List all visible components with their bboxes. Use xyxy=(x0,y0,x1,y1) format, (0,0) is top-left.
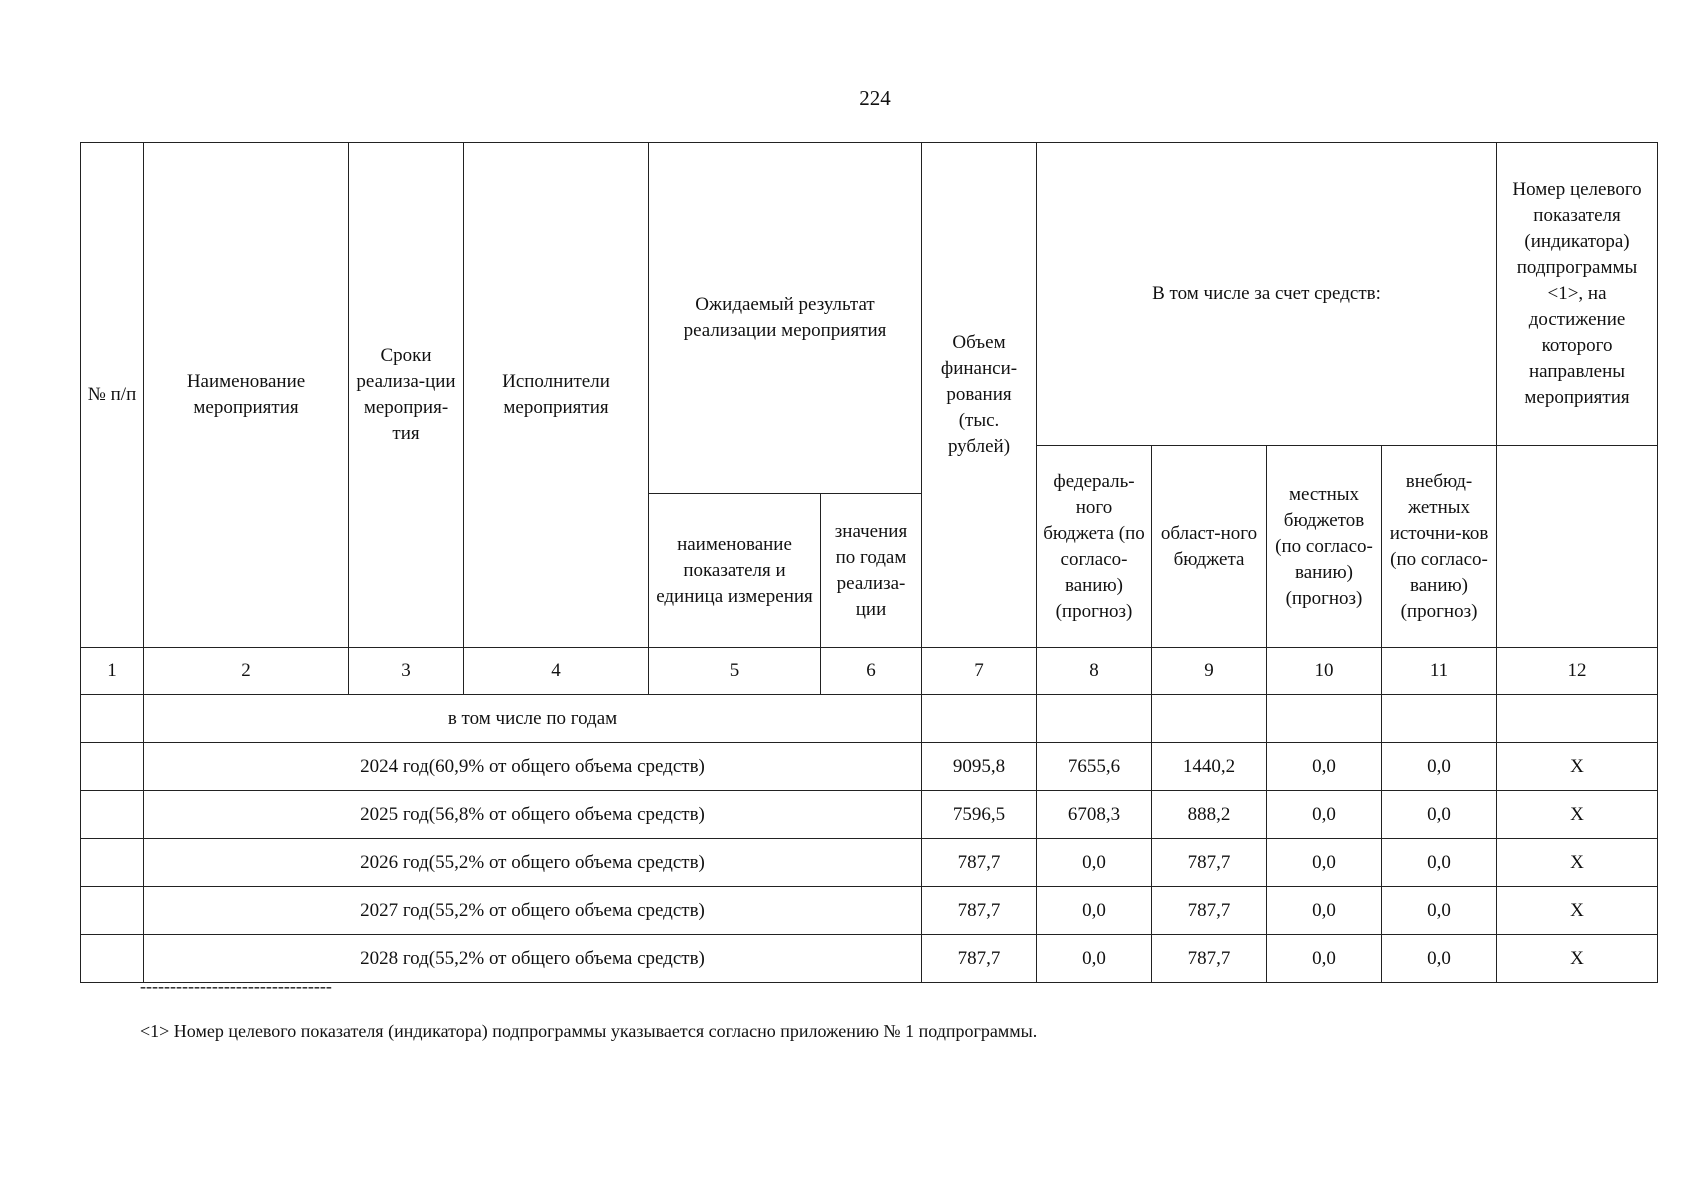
section-row xyxy=(81,695,1658,743)
row-total: 787,7 xyxy=(922,935,1037,983)
row-indicator: X xyxy=(1497,839,1658,887)
header-timeline: Сроки реализа-ции мероприя-тия xyxy=(349,143,464,648)
row-year-label: 2025 год(56,8% от общего объема средств) xyxy=(144,791,922,839)
column-number: 1 xyxy=(81,648,144,695)
funding-table xyxy=(80,142,1658,983)
row-year-label: 2027 год(55,2% от общего объема средств) xyxy=(144,887,922,935)
table-row xyxy=(81,887,1658,935)
row-federal: 0,0 xyxy=(1037,887,1152,935)
footnote-separator: -------------------------------- xyxy=(140,976,332,996)
row-local: 0,0 xyxy=(1267,743,1382,791)
row-federal: 7655,6 xyxy=(1037,743,1152,791)
column-number: 8 xyxy=(1037,648,1152,695)
row-indicator: X xyxy=(1497,887,1658,935)
header-indicator-number: Номер целевого показателя (индикатора) подпрограммы <1>, на достижение которого направлены мероприятия xyxy=(1497,143,1658,446)
row-total: 787,7 xyxy=(922,839,1037,887)
row-extra: 0,0 xyxy=(1382,935,1497,983)
table-row xyxy=(81,791,1658,839)
row-regional: 1440,2 xyxy=(1152,743,1267,791)
header-yearly-values: значения по годам реализа-ции xyxy=(821,494,922,648)
header-expected-result: Ожидаемый результат реализации мероприятия xyxy=(649,143,922,494)
header-funding-volume: Объем финанси-рования (тыс. рублей) xyxy=(922,143,1037,648)
section-label: в том числе по годам xyxy=(144,695,922,743)
row-indicator: X xyxy=(1497,743,1658,791)
row-local: 0,0 xyxy=(1267,887,1382,935)
row-federal: 0,0 xyxy=(1037,935,1152,983)
row-total: 7596,5 xyxy=(922,791,1037,839)
row-extra: 0,0 xyxy=(1382,887,1497,935)
row-extra: 0,0 xyxy=(1382,743,1497,791)
row-local: 0,0 xyxy=(1267,935,1382,983)
column-number: 10 xyxy=(1267,648,1382,695)
row-local: 0,0 xyxy=(1267,791,1382,839)
row-regional: 787,7 xyxy=(1152,935,1267,983)
column-number: 12 xyxy=(1497,648,1658,695)
header-extrabudgetary: внебюд-жетных источни-ков (по согласо-ванию) (прогноз) xyxy=(1382,446,1497,648)
header-regional-budget: област-ного бюджета xyxy=(1152,446,1267,648)
column-number: 9 xyxy=(1152,648,1267,695)
header-local-budgets: местных бюджетов (по согласо-ванию) (прогноз) xyxy=(1267,446,1382,648)
header-funding-sources: В том числе за счет средств: xyxy=(1037,143,1497,446)
table-row xyxy=(81,839,1658,887)
row-indicator: X xyxy=(1497,935,1658,983)
column-number: 5 xyxy=(649,648,821,695)
row-regional: 787,7 xyxy=(1152,839,1267,887)
column-numbers-row xyxy=(81,648,1658,695)
row-year-label: 2026 год(55,2% от общего объема средств) xyxy=(144,839,922,887)
header-indicator-name: наименование показателя и единица измерения xyxy=(649,494,821,648)
column-number: 6 xyxy=(821,648,922,695)
row-regional: 888,2 xyxy=(1152,791,1267,839)
column-number: 4 xyxy=(464,648,649,695)
row-extra: 0,0 xyxy=(1382,839,1497,887)
row-extra: 0,0 xyxy=(1382,791,1497,839)
row-regional: 787,7 xyxy=(1152,887,1267,935)
row-local: 0,0 xyxy=(1267,839,1382,887)
row-year-label: 2024 год(60,9% от общего объема средств) xyxy=(144,743,922,791)
column-number: 7 xyxy=(922,648,1037,695)
header-activity-name: Наименование мероприятия xyxy=(144,143,349,648)
header-number: № п/п xyxy=(81,143,144,648)
header-indicator-empty xyxy=(1497,446,1658,648)
row-total: 787,7 xyxy=(922,887,1037,935)
footnote: <1> Номер целевого показателя (индикатора) подпрограммы указывается согласно приложению № 1 подпрограммы. xyxy=(140,1021,1038,1041)
row-total: 9095,8 xyxy=(922,743,1037,791)
column-number: 2 xyxy=(144,648,349,695)
header-federal-budget: федераль-ного бюджета (по согласо-ванию) (прогноз) xyxy=(1037,446,1152,648)
row-federal: 6708,3 xyxy=(1037,791,1152,839)
row-year-label: 2028 год(55,2% от общего объема средств) xyxy=(144,935,922,983)
table-row xyxy=(81,743,1658,791)
page-number: 224 xyxy=(859,86,891,110)
column-number: 11 xyxy=(1382,648,1497,695)
row-federal: 0,0 xyxy=(1037,839,1152,887)
header-executors: Исполнители мероприятия xyxy=(464,143,649,648)
column-number: 3 xyxy=(349,648,464,695)
row-indicator: X xyxy=(1497,791,1658,839)
